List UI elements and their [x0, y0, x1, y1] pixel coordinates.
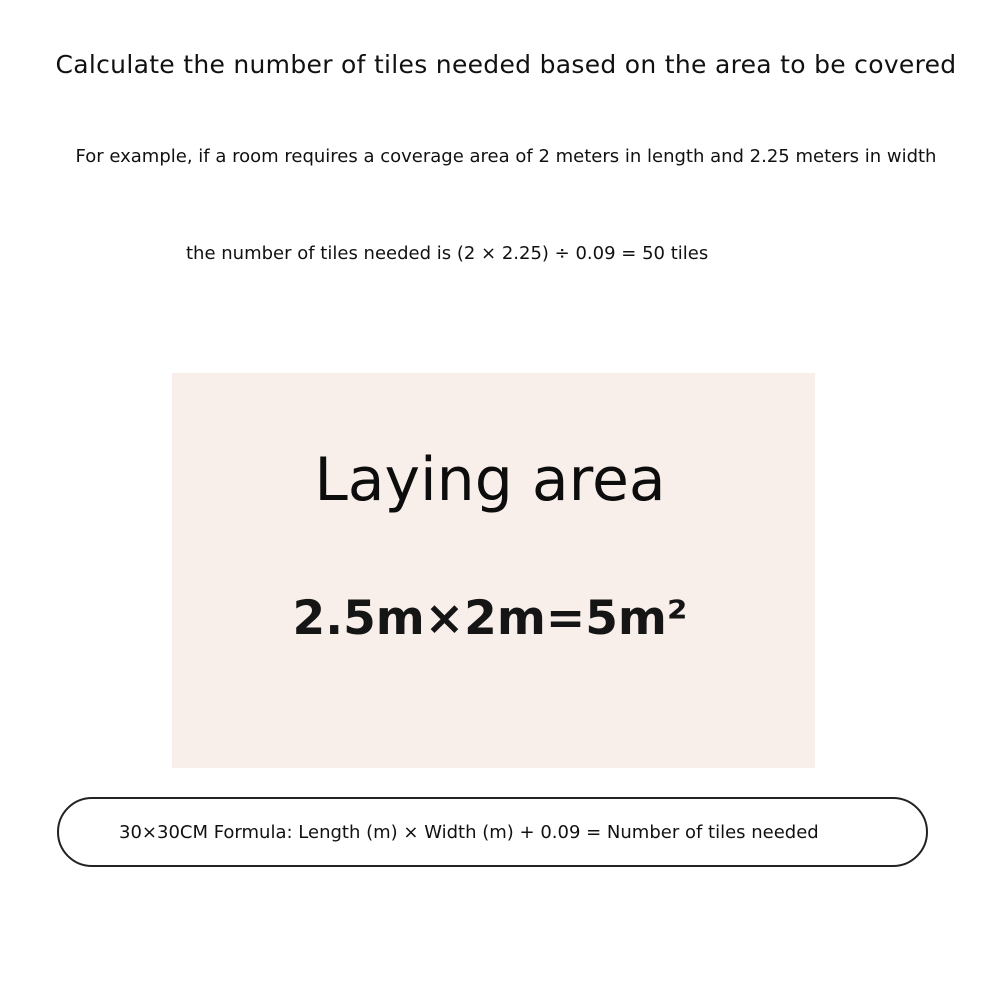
page-heading: Calculate the number of tiles needed based on the area to be covered: [55, 50, 957, 79]
example-text: For example, if a room requires a coverage area of 2 meters in length and 2.25 meters in width: [75, 146, 937, 167]
calculation-text: the number of tiles needed is (2 × 2.25) ÷ 0.09 = 50 tiles: [186, 243, 709, 264]
laying-area-formula: 2.5m×2m=5m²: [292, 591, 688, 646]
laying-area-box: [172, 373, 815, 768]
formula-pill: [57, 797, 928, 867]
laying-area-title: Laying area: [314, 445, 666, 515]
formula-note: 30×30CM Formula: Length (m) × Width (m) + 0.09 = Number of tiles needed: [119, 822, 819, 843]
